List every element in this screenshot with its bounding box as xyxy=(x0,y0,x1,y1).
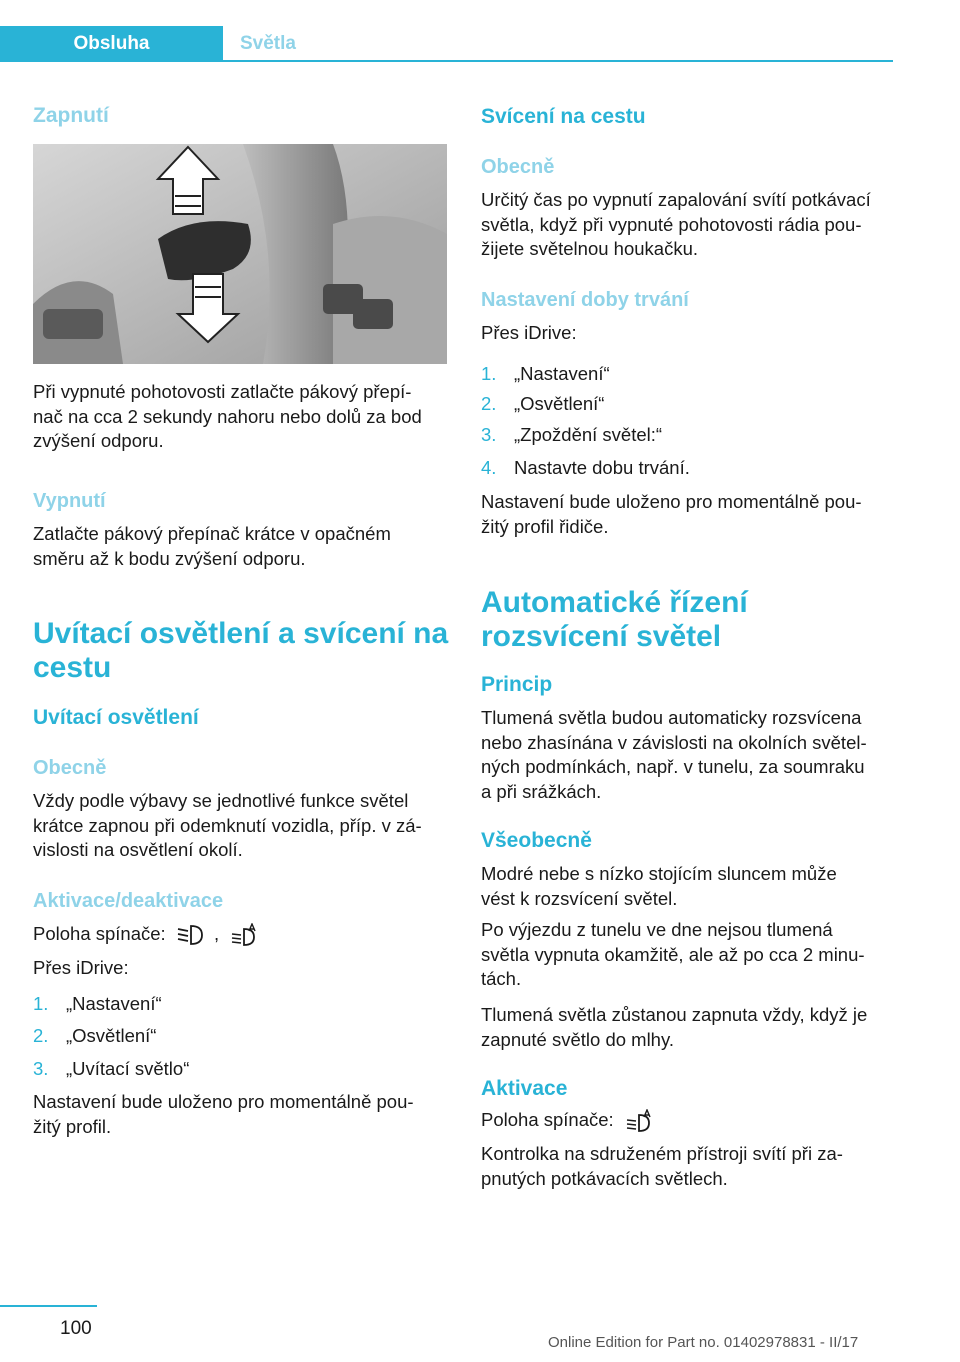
para-obecne-right: Určitý čas po vypnutí zapalování svítí potkávací světla, když při vypnuté pohotovosti rádia pou- žijete světelnou houkačku. xyxy=(481,189,871,259)
pres-idrive-right: Přes iDrive: xyxy=(481,322,577,343)
low-beam-icon xyxy=(175,923,205,947)
tab-obsluha[interactable]: Obsluha xyxy=(0,26,223,62)
poloha-label: Poloha spínače: xyxy=(33,923,166,944)
para-obecne-left: Vždy podle výbavy se jednotlivé funkce světel krátce zapnou při odemknutí vozidla, příp. v zá- vislosti na osvětlení okolí. xyxy=(33,790,422,860)
heading-uvitaci-osvetleni: Uvítací osvětlení xyxy=(33,706,199,729)
section-title-uvitaci: Uvítací osvětlení a svícení na cestu xyxy=(33,617,449,684)
para-ulozeno-left: Nastavení bude uloženo pro momentálně pou- žitý profil. xyxy=(33,1091,414,1137)
section-title-automaticke: Automatické řízení rozsvícení světel xyxy=(481,586,748,653)
lever-switch-photo xyxy=(33,144,447,364)
poloha-label: Poloha spínače: xyxy=(481,1109,614,1130)
heading-svic-na-cestu: Svícení na cestu xyxy=(481,105,646,128)
list-item: 4. Nastavte dobu trvání. xyxy=(481,457,690,478)
para-ulozeno-right: Nastavení bude uloženo pro momentálně pou- žitý profil řidiče. xyxy=(481,491,862,537)
tab-svetla[interactable]: Světla xyxy=(240,33,296,54)
heading-aktivace-deaktivace: Aktivace/deaktivace xyxy=(33,890,224,912)
auto-light-icon xyxy=(623,1109,653,1133)
heading-vypnuti: Vypnutí xyxy=(33,490,106,512)
switch-position-line-right xyxy=(481,1108,657,1133)
heading-princip: Princip xyxy=(481,673,553,696)
heading-vseobecne: Všeobecně xyxy=(481,829,592,852)
edition-note: Online Edition for Part no. 01402978831 - II/17 xyxy=(548,1334,859,1351)
list-item: 3. „Zpoždění světel:“ xyxy=(481,424,663,445)
switch-position-line-left: Poloha spínače: , xyxy=(33,922,449,947)
header-rule xyxy=(0,60,893,62)
para-kontrolka: Kontrolka na sdruženém přístroji svítí při za- pnutých potkávacích světlech. xyxy=(481,1143,843,1189)
heading-obecne-right: Obecně xyxy=(481,156,555,178)
heading-zapnuti: Zapnutí xyxy=(33,104,109,127)
para-vseobecne-1: Modré nebe s nízko stojícím sluncem může vést k rozsvícení světel. xyxy=(481,863,837,909)
list-item: 2. „Osvětlení“ xyxy=(481,393,605,414)
list-item: 1. „Nastavení“ xyxy=(33,993,162,1014)
list-item: 2. „Osvětlení“ xyxy=(33,1025,157,1046)
para-vseobecne-3: Tlumená světla zůstanou zapnuta vždy, když je zapnuté světlo do mlhy. xyxy=(481,1004,868,1050)
page-number: 100 xyxy=(60,1318,92,1339)
heading-nastaveni-doby: Nastavení doby trvání xyxy=(481,289,689,311)
auto-light-icon xyxy=(228,923,258,947)
para-vseobecne-2: Po výjezdu z tunelu ve dne nejsou tlumená světla vypnuta okamžitě, ale až po cca 2 minu- tách. xyxy=(481,919,865,989)
heading-obecne-left: Obecně xyxy=(33,757,107,779)
para-zapnuti: Při vypnuté pohotovosti zatlačte pákový přepí- nač na cca 2 sekundy nahoru nebo dolů za bod zvýšení odporu. xyxy=(33,381,422,451)
heading-aktivace: Aktivace xyxy=(481,1077,568,1100)
footer-rule xyxy=(0,1305,97,1307)
list-item: 1. „Nastavení“ xyxy=(481,363,610,384)
para-princip: Tlumená světla budou automaticky rozsvícena nebo zhasínána v závislosti na okolních světel- ných podmínkách, např. v tunelu, za soumraku a při srážkách. xyxy=(481,707,867,802)
para-vypnuti: Zatlačte pákový přepínač krátce v opačném směru až k bodu zvýšení odporu. xyxy=(33,523,391,569)
list-item: 3. „Uvítací světlo“ xyxy=(33,1058,190,1079)
pres-idrive-left: Přes iDrive: xyxy=(33,957,129,978)
